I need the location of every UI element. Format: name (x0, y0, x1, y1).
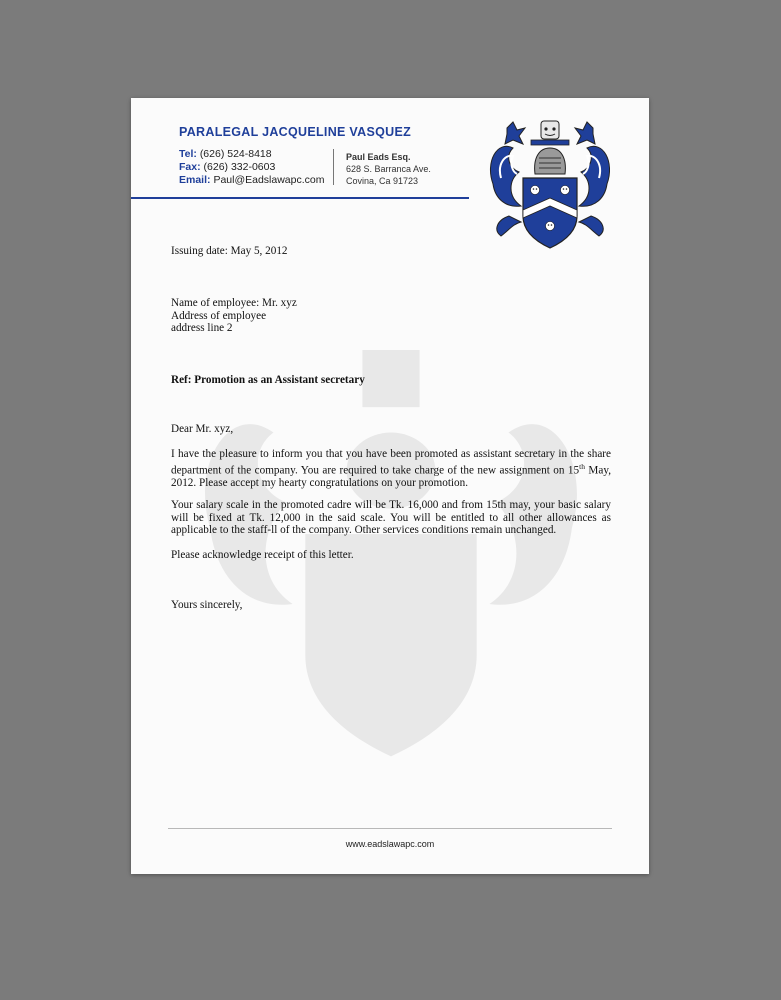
tel-line (179, 148, 324, 161)
paragraph-2: Your salary scale in the promoted cadre will be Tk. 16,000 and from 15th may, your basic salary will be fixed at Tk. 12,000 in the said scale. You will be entitled to all other allowances as applicable to the staff-ll of the company. Other services conditions remain unchanged. (171, 499, 611, 537)
email-line (179, 174, 324, 187)
paragraph-1-superscript: th (579, 461, 585, 471)
closing: Yours sincerely, (171, 599, 243, 611)
employee-name: Name of employee: Mr. xyz (171, 297, 297, 309)
paragraph-1 (171, 448, 611, 490)
email-value[interactable]: Paul@Eadslawapc.com (213, 174, 325, 186)
fax-label: Fax: (179, 161, 201, 173)
paragraph-3: Please acknowledge receipt of this letter. (171, 549, 354, 561)
paragraph-1-end: May, 2012. Please accept my hearty congratulations on your promotion. (171, 464, 611, 490)
tel-value: (626) 524-8418 (199, 148, 272, 160)
firm-name: Paul Eads Esq. (346, 152, 411, 162)
contact-block (179, 148, 324, 187)
header-divider (333, 149, 334, 185)
employee-address-block (171, 297, 297, 335)
letter-page (131, 98, 649, 874)
fax-value: (626) 332-0603 (203, 161, 276, 173)
email-label: Email: (179, 174, 211, 186)
salutation: Dear Mr. xyz, (171, 423, 234, 435)
header-rule (131, 197, 469, 199)
issuing-date: Issuing date: May 5, 2012 (171, 245, 288, 257)
tel-label: Tel: (179, 148, 197, 160)
coat-of-arms-icon (487, 118, 613, 252)
header-name: PARALEGAL JACQUELINE VASQUEZ (179, 125, 412, 139)
city-address: Covina, Ca 91723 (346, 176, 419, 186)
reference-line: Ref: Promotion as an Assistant secretary (171, 374, 365, 386)
street-address: 628 S. Barranca Ave. (346, 164, 431, 174)
footer-rule (168, 828, 612, 829)
employee-address-line-2: address line 2 (171, 322, 233, 335)
firm-address (346, 151, 431, 187)
footer-website[interactable]: www.eadslawapc.com (345, 839, 435, 849)
fax-line (179, 161, 324, 174)
paragraph-1-start: I have the pleasure to inform you that you have been promoted as assistant secretary in the share department of the company. You are required to take charge of the new assignment on 15 (171, 448, 611, 477)
employee-address-line-1: Address of employee (171, 309, 267, 322)
